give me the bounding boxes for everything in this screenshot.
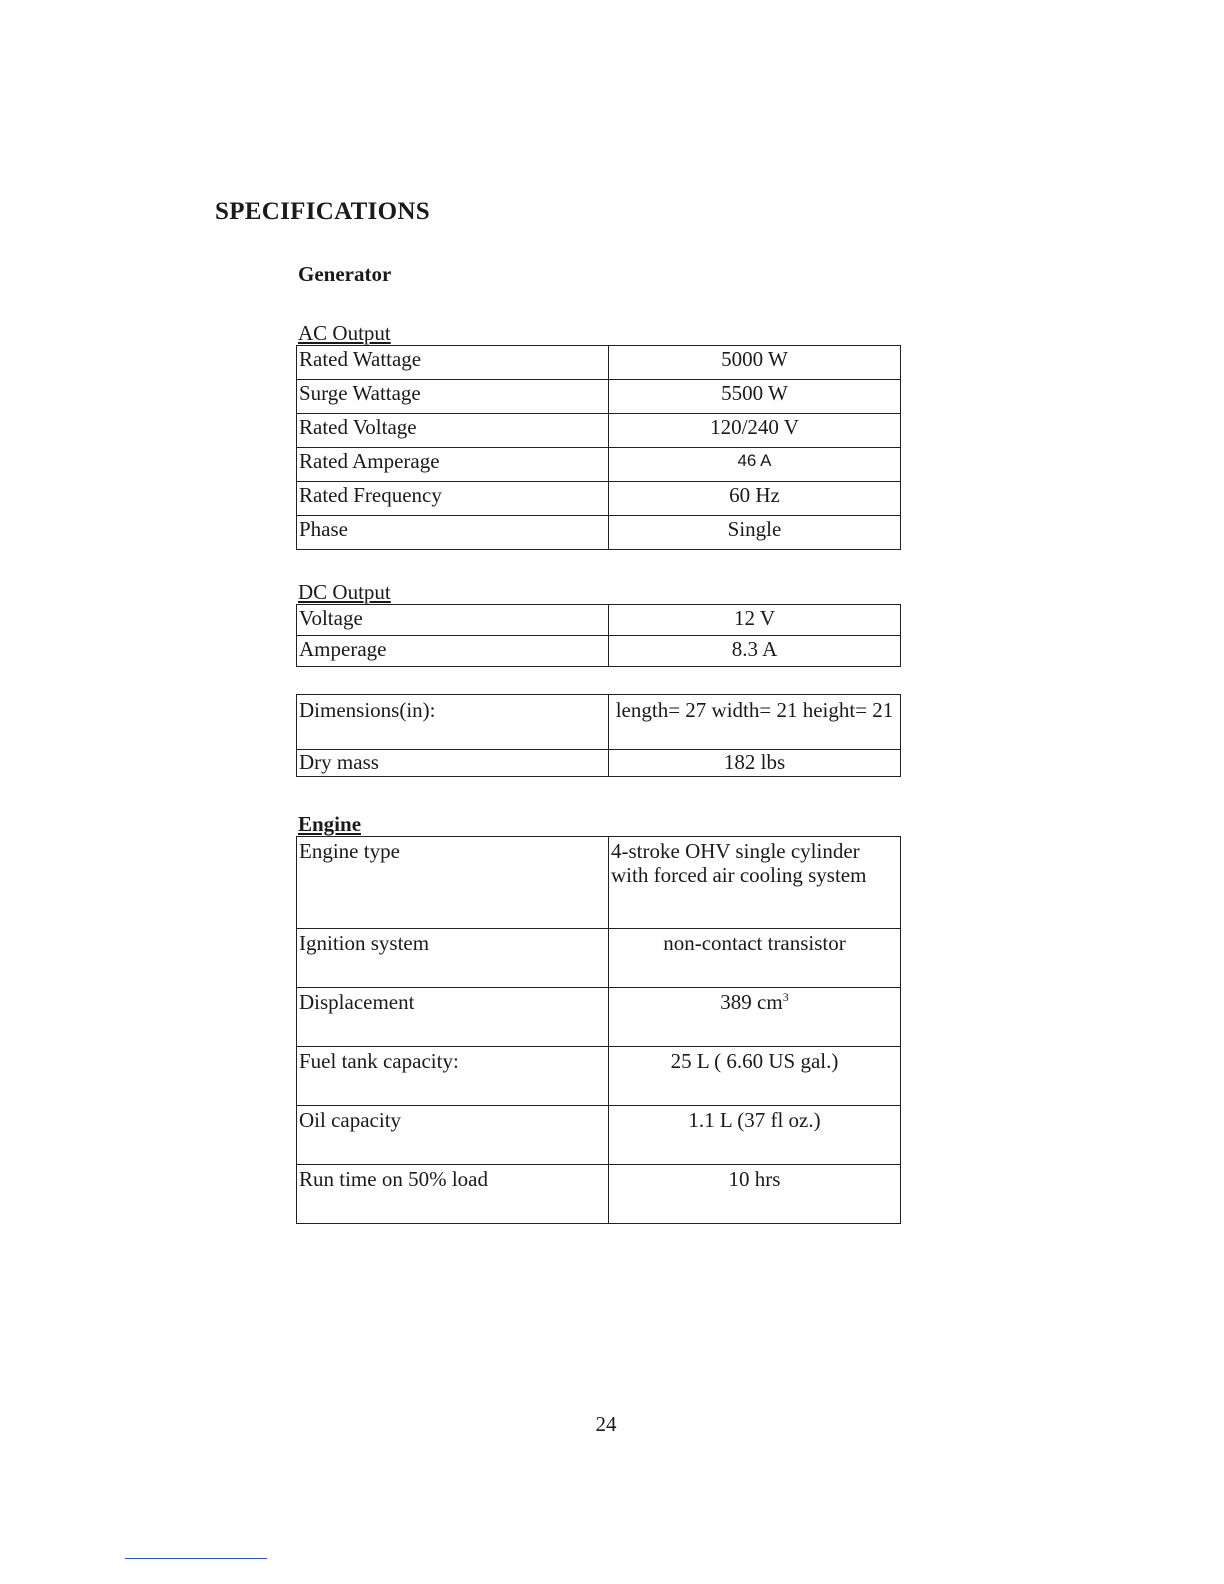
- displacement-number: 389 cm: [720, 990, 783, 1014]
- ignition-system-label: Ignition system: [297, 929, 609, 988]
- dc-voltage-value: 12 V: [609, 605, 901, 636]
- displacement-superscript: 3: [782, 990, 789, 1004]
- oil-capacity-value: 1.1 L (37 fl oz.): [609, 1106, 901, 1165]
- ac-rated-voltage-value: 120/240 V: [609, 414, 901, 448]
- table-row: [297, 929, 901, 988]
- ac-rated-amperage-value: 46 A: [609, 448, 901, 482]
- generator-heading: Generator: [298, 262, 392, 286]
- dimensions-table: [296, 694, 901, 777]
- dimensions-label: Dimensions(in):: [297, 695, 609, 750]
- footnote-divider: [125, 1558, 267, 1559]
- dimensions-value: length= 27 width= 21 height= 21: [609, 695, 901, 750]
- table-row: [297, 346, 901, 380]
- page-number: 24: [595, 1412, 617, 1436]
- fuel-tank-capacity-label: Fuel tank capacity:: [297, 1047, 609, 1106]
- table-row: [297, 605, 901, 636]
- fuel-tank-capacity-value: 25 L ( 6.60 US gal.): [609, 1047, 901, 1106]
- table-row: [297, 448, 901, 482]
- engine-type-value: 4-stroke OHV single cylinder with forced air cooling system: [609, 837, 901, 929]
- ac-rated-voltage-label: Rated Voltage: [297, 414, 609, 448]
- ac-rated-frequency-label: Rated Frequency: [297, 482, 609, 516]
- table-row: [297, 695, 901, 750]
- ac-rated-frequency-value: 60 Hz: [609, 482, 901, 516]
- table-row: [297, 1165, 901, 1224]
- ac-surge-wattage-label: Surge Wattage: [297, 380, 609, 414]
- ac-rated-amperage-label: Rated Amperage: [297, 448, 609, 482]
- table-row: [297, 988, 901, 1047]
- engine-caption: Engine: [298, 812, 362, 836]
- ac-phase-label: Phase: [297, 516, 609, 550]
- dc-voltage-label: Voltage: [297, 605, 609, 636]
- ac-phase-value: Single: [609, 516, 901, 550]
- table-row: [297, 837, 901, 929]
- run-time-value: 10 hrs: [609, 1165, 901, 1224]
- ac-surge-wattage-value: 5500 W: [609, 380, 901, 414]
- dc-output-table: [296, 604, 901, 667]
- run-time-label: Run time on 50% load: [297, 1165, 609, 1224]
- table-row: [297, 1106, 901, 1165]
- engine-type-label: Engine type: [297, 837, 609, 929]
- ac-rated-wattage-value: 5000 W: [609, 346, 901, 380]
- ac-rated-wattage-label: Rated Wattage: [297, 346, 609, 380]
- table-row: [297, 1047, 901, 1106]
- table-row: [297, 750, 901, 777]
- page-title: SPECIFICATIONS: [215, 198, 430, 225]
- dc-amperage-value: 8.3 A: [609, 636, 901, 667]
- engine-table: [296, 836, 901, 1224]
- oil-capacity-label: Oil capacity: [297, 1106, 609, 1165]
- displacement-label: Displacement: [297, 988, 609, 1047]
- dry-mass-label: Dry mass: [297, 750, 609, 777]
- dc-output-caption: DC Output: [298, 580, 391, 604]
- table-row: [297, 482, 901, 516]
- table-row: [297, 414, 901, 448]
- ac-output-caption: AC Output: [298, 321, 391, 345]
- displacement-value: [609, 988, 901, 1047]
- table-row: [297, 380, 901, 414]
- ignition-system-value: non-contact transistor: [609, 929, 901, 988]
- table-row: [297, 516, 901, 550]
- dc-amperage-label: Amperage: [297, 636, 609, 667]
- ac-output-table: [296, 345, 901, 550]
- dry-mass-value: 182 lbs: [609, 750, 901, 777]
- table-row: [297, 636, 901, 667]
